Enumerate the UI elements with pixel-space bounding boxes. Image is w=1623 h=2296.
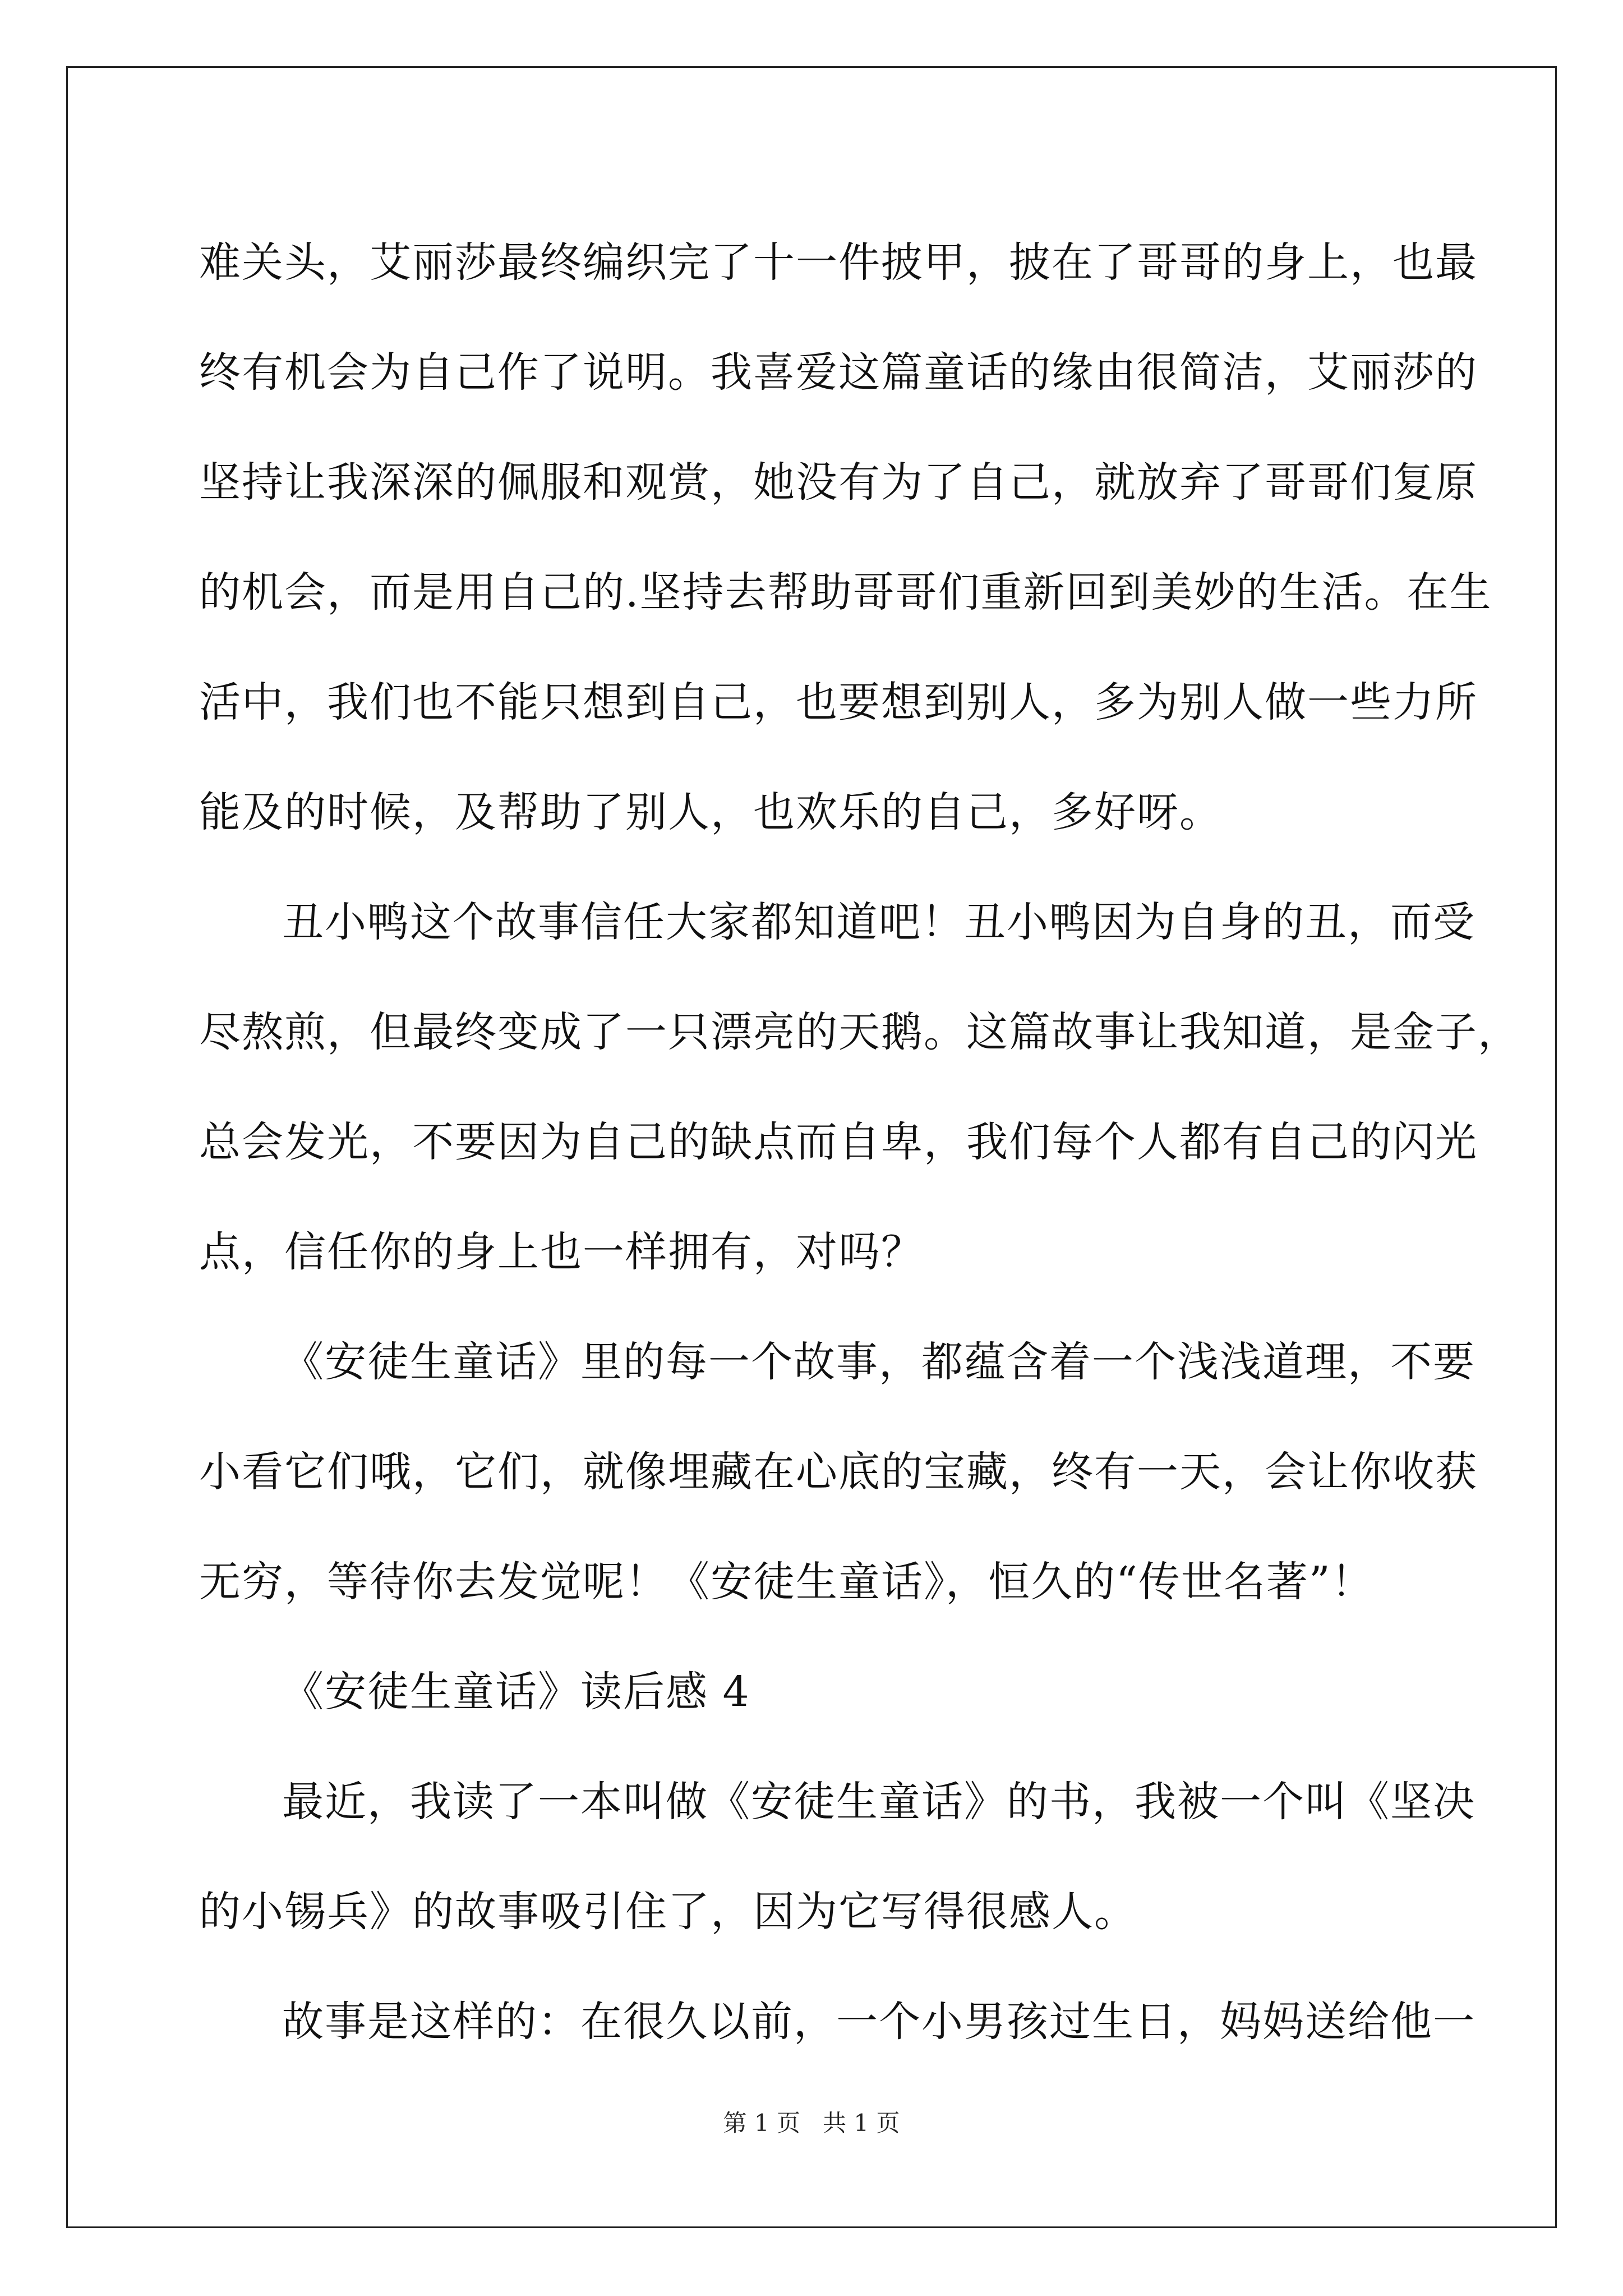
document-body xyxy=(199,208,1520,2077)
page-number-footer: 第 1 页 共 1 页 xyxy=(723,2109,900,2137)
paragraph-line: 《安徒生童话》里的每一个故事，都蕴含着一个浅浅道理，不要 xyxy=(282,1338,1476,1386)
paragraph-line: 无穷，等待你去发觉呢！《安徒生童话》，恒久的“传世名著”！ xyxy=(199,1558,1374,1606)
section-heading: 《安徒生童话》读后感 4 xyxy=(282,1668,750,1716)
paragraph-line: 丑小鸭这个故事信任大家都知道吧！丑小鸭因为自身的丑，而受 xyxy=(282,898,1476,946)
paragraph-line: 最近，我读了一本叫做《安徒生童话》的书，我被一个叫《坚决 xyxy=(282,1778,1476,1826)
paragraph-line: 能及的时候，及帮助了别人，也欢乐的自己，多好呀。 xyxy=(199,788,1222,836)
paragraph-line: 终有机会为自己作了说明。我喜爱这篇童话的缘由很简洁，艾丽莎的 xyxy=(199,348,1478,397)
paragraph-line: 难关头，艾丽莎最终编织完了十一件披甲，披在了哥哥的身上，也最 xyxy=(199,238,1478,287)
paragraph-line: 活中，我们也不能只想到自己，也要想到别人，多为别人做一些力所 xyxy=(199,678,1478,726)
paragraph-line: 的机会，而是用自己的.坚持去帮助哥哥们重新回到美妙的生活。在生 xyxy=(199,568,1492,616)
paragraph-line: 点，信任你的身上也一样拥有，对吗？ xyxy=(199,1228,924,1276)
paragraph-line: 的小锡兵》的故事吸引住了，因为它写得很感人。 xyxy=(199,1888,1137,1936)
paragraph-line: 小看它们哦，它们，就像埋藏在心底的宝藏，终有一天，会让你收获 xyxy=(199,1448,1478,1496)
paragraph-line: 坚持让我深深的佩服和观赏，她没有为了自己，就放弃了哥哥们复原 xyxy=(199,458,1478,507)
paragraph-line: 尽熬煎，但最终变成了一只漂亮的天鹅。这篇故事让我知道，是金子， xyxy=(199,1008,1520,1056)
paragraph-line: 故事是这样的：在很久以前，一个小男孩过生日，妈妈送给他一 xyxy=(282,1998,1476,2046)
paragraph-line: 总会发光，不要因为自己的缺点而自卑，我们每个人都有自己的闪光 xyxy=(199,1118,1478,1166)
